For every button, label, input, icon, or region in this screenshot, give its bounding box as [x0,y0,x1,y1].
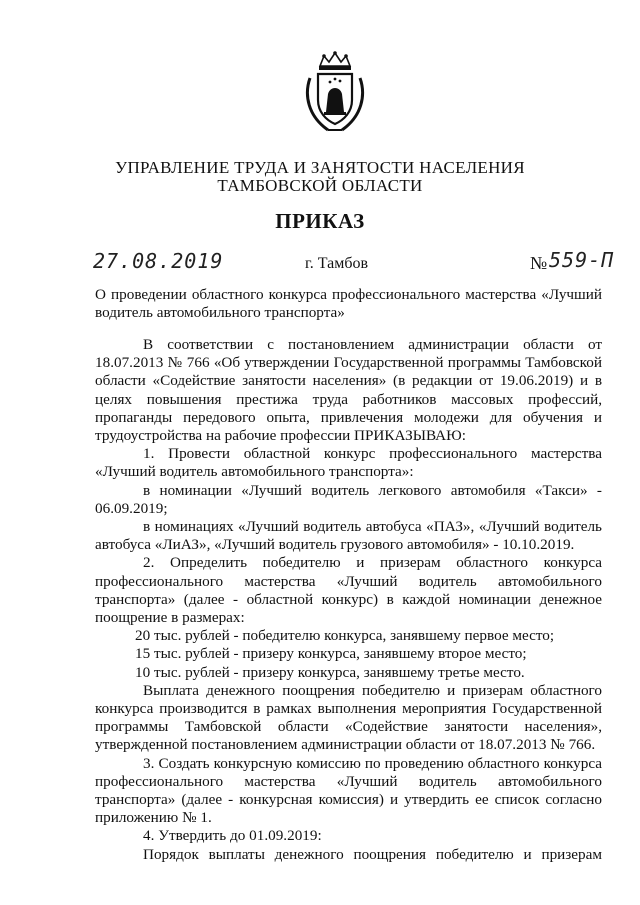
city-label: г. Тамбов [305,255,369,272]
paragraph-item-4: 4. Утвердить до 01.09.2019: [143,827,322,845]
order-subject: О проведении областного конкурса профессионального мастерства «Лучший водитель автомобильного транспорта» [95,286,602,322]
paragraph-item-3: 3. Создать конкурсную комиссию по проведению областного конкурса профессионального мастерства «Лучший водитель автомобильного транспорта» (далее - конкурсная комиссия) и утвердить ее список согласно приложению № 1. [95,754,602,827]
paragraph-payment: Выплата денежного поощрения победителю и призерам областного конкурса производится в рамках выполнения мероприятия Государственной программы Тамбовской области «Содействие занятости населения», утвержденной постановлением администрации области от 18.07.2013 № 766. [95,681,602,754]
handwritten-order-number: 559-П [549,248,615,272]
prize-first-place: 20 тыс. рублей - победителю конкурса, занявшему первое место; [135,627,555,645]
paragraph-other-nominations: в номинациях «Лучший водитель автобуса «ПАЗ», «Лучший водитель автобуса «ЛиАЗ», «Лучший водитель грузового автомобиля» - 10.10.2019. [95,518,602,554]
document-type-title: ПРИКАЗ [275,209,365,233]
order-number-label: № [530,253,548,273]
paragraph-item-1: 1. Провести областной конкурс профессионального мастерства «Лучший водитель автомобильного транспорта»: [95,445,602,481]
prize-second-place: 15 тыс. рублей - призеру конкурса, занявшему второе место; [135,645,527,663]
paragraph-procedure: Порядок выплаты денежного поощрения победителю и призерам [143,845,602,863]
paragraph-item-2: 2. Определить победителю и призерам областного конкурса профессионального мастерства «Лучший водитель автомобильного транспорта» (далее - областной конкурс) в каждой номинации денежное поощрение в размерах: [95,554,602,627]
order-body [95,336,602,864]
paragraph-preamble: В соответствии с постановлением администрации области от 18.07.2013 № 766 «Об утверждении Государственной программы Тамбовской области «Содействие занятости населения» (в редакции от 19.06.2019) и в целях повышения престижа труда работников массовых профессий, пропаганды передового опыта, привлечения молодежи для обучения и трудоустройства на рабочие профессии ПРИКАЗЫВАЮ: [95,336,602,445]
paragraph-taxi-nomination: в номинации «Лучший водитель легкового автомобиля «Такси» - 06.09.2019; [95,481,602,517]
organization-name-line2: ТАМБОВСКОЙ ОБЛАСТИ [217,176,423,195]
organization-name-line1: УПРАВЛЕНИЕ ТРУДА И ЗАНЯТОСТИ НАСЕЛЕНИЯ [115,158,525,177]
handwritten-date: 27.08.2019 [93,249,224,273]
coat-of-arms-emblem [300,50,370,135]
prize-third-place: 10 тыс. рублей - призеру конкурса, занявшему третье место. [135,663,525,681]
